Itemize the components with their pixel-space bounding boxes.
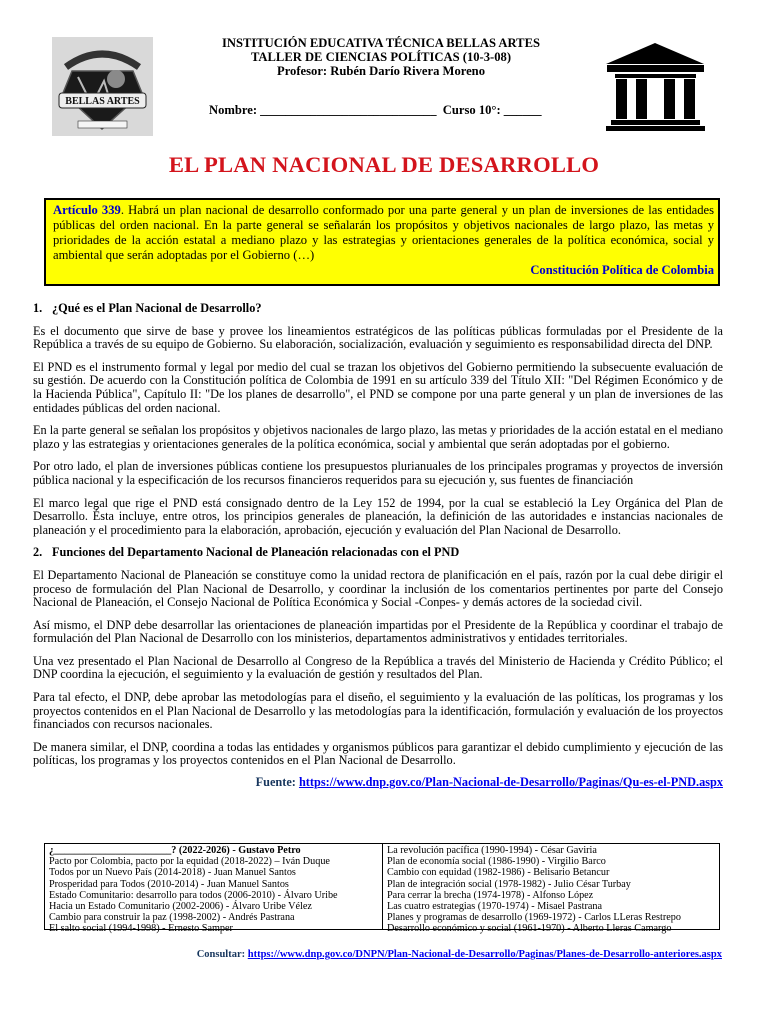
page-title: EL PLAN NACIONAL DE DESARROLLO xyxy=(168,152,600,177)
paragraph: El marco legal que rige el PND está consignado dentro de la Ley 152 de 1994, por la cual se estableció la Ley Orgánica del Plan de Desarrollo. Ésta incluye, entre otros, los principios generales de planeación, la definición de las autoridades e instancias nacionales de planeación y el procedimiento para la elaboración, aprobación, ejecución y evaluación del Plan Nacional de Desarrollo. xyxy=(33,495,723,537)
plan-item: Hacia un Estado Comunitario (2002-2006) - Álvaro Uribe Vélez xyxy=(49,901,312,913)
building-icon xyxy=(603,40,708,132)
section-2-heading: 2. Funciones del Departamento Nacional de Planeación relacionadas con el PND xyxy=(33,545,460,560)
development-plans-table xyxy=(44,843,720,935)
paragraph: Es el documento que sirve de base y provee los lineamientos estratégicos de las políticas públicas formuladas por el Presidente de la República a través de su equipo de Gobierno. Su elaboración, socialización, evaluación y seguimiento es responsabilidad directa del DNP. xyxy=(33,323,723,352)
article-label: Artículo 339 xyxy=(53,203,121,217)
plan-item: Desarrollo económico y social (1961-1970) - Alberto Lleras Camargo xyxy=(387,923,672,935)
plan-item: El salto social (1994-1998) - Ernesto Samper xyxy=(49,923,233,935)
consult-label: Consultar: xyxy=(196,949,246,960)
school-logo xyxy=(52,37,153,136)
plan-item: La revolución pacífica (1990-1994) - César Gaviria xyxy=(387,845,597,856)
paragraph: Para tal efecto, el DNP, debe aprobar las metodologías para el diseño, el seguimiento y la evaluación de las políticas, los programas y los proyectos contenidos en el Plan Nacional de Desarrollo y las metodologías para la identificación, formulación y evaluación de los proyectos financiados con recursos nacionales. xyxy=(33,690,723,732)
workshop-name: TALLER DE CIENCIAS POLÍTICAS (10-3-08) xyxy=(250,50,512,64)
school-header xyxy=(160,36,602,78)
article-text: . Habrá un plan nacional de desarrollo conformado por una parte general y un plan de inversiones de las entidades públicas del orden nacional. En la parte general se señalarán los propósitos y objetivos nacionales de largo plazo, las metas y prioridades de la acción estatal a mediano plazo y las estrategias y orientaciones generales de la política económica, social y ambiental que serán adoptadas por el Gobierno (…) xyxy=(53,203,714,262)
plan-item: Plan de economía social (1986-1990) - Virgilio Barco xyxy=(387,856,606,868)
plans-column-right xyxy=(383,844,719,935)
consult-link[interactable]: https://www.dnp.gov.co/DNPN/Plan-Nacional-de-Desarrollo/Paginas/Planes-de-Desarrollo-anteriores.aspx xyxy=(247,949,722,960)
institution-name: INSTITUCIÓN EDUCATIVA TÉCNICA BELLAS ARTES xyxy=(221,36,540,50)
logo-text: BELLAS ARTES xyxy=(65,96,140,107)
source-label: Fuente: xyxy=(255,775,296,790)
plan-item: Cambio con equidad (1982-1986) - Belisario Betancur xyxy=(387,867,610,879)
source-line xyxy=(33,776,723,790)
source-link[interactable]: https://www.dnp.gov.co/Plan-Nacional-de-Desarrollo/Paginas/Qu-es-el-PND.aspx xyxy=(298,775,723,790)
paragraph: De manera similar, el DNP, coordina a todas las entidades y organismos públicos para garantizar el debido cumplimiento y ejecución de las políticas, los programas y los proyectos contenidos en el Plan Nacional de Desarrollo. xyxy=(33,739,723,768)
plan-item: Estado Comunitario: desarrollo para todos (2006-2010) - Álvaro Uribe xyxy=(49,889,338,901)
plan-item: Pacto por Colombia, pacto por la equidad (2018-2022) – Iván Duque xyxy=(49,856,330,868)
plan-item: Prosperidad para Todos (2010-2014) - Juan Manuel Santos xyxy=(49,878,289,890)
plan-item: Las cuatro estrategias (1970-1974) - Misael Pastrana xyxy=(387,901,602,913)
plan-item: Planes y programas de desarrollo (1969-1972) - Carlos LLeras Restrepo xyxy=(387,912,681,924)
plans-column-left xyxy=(45,844,383,935)
document-body xyxy=(33,302,723,790)
paragraph: En la parte general se señalan los propósitos y objetivos nacionales de largo plazo, las metas y prioridades de la acción estatal en el mediano plazo y las estrategias y orientaciones generales de la política económica, social y ambiental que serán adoptadas por el gobierno. xyxy=(33,423,723,451)
name-course-line: Nombre: ____________________________ Curso 10°: ______ xyxy=(209,103,542,117)
paragraph: Una vez presentado el Plan Nacional de Desarrollo al Congreso de la República a través del Ministerio de Hacienda y Crédito Público; el DNP coordina la ejecución, el seguimiento y la evaluación de gestión y resultados del Plan. xyxy=(33,653,723,682)
article-source: Constitución Política de Colombia xyxy=(530,263,714,277)
article-quote-box xyxy=(44,198,720,286)
paragraph: El Departamento Nacional de Planeación se constituye como la unidad rectora de planificación en el país, razón por la cual debe dirigir el proceso de formulación del Plan Nacional de Desarrollo, y coordinar la inclusión de los comentarios pertinentes por parte del Consejo Nacional de Planeación, el Consejo Nacional de Política Económica y Social -Conpes- y demás actores de la sociedad civil. xyxy=(33,567,723,610)
paragraph: El PND es el instrumento formal y legal por medio del cual se trazan los objetivos del Gobierno permitiendo la subsecuente evaluación de su gestión. De acuerdo con la Constitución política de Colombia de 1991 en su artículo 339 del Título XII: "Del Régimen Económico y de la Hacienda Pública", Capítulo II: "De los planes de desarrollo", el PND se compone por una parte general y un plan de inversiones de las entidades públicas del orden nacional. xyxy=(33,359,723,415)
plan-item: Plan de integración social (1978-1982) - Julio César Turbay xyxy=(387,878,631,890)
section-1-heading: 1. ¿Qué es el Plan Nacional de Desarrollo? xyxy=(33,301,262,315)
teacher-name: Profesor: Rubén Darío Rivera Moreno xyxy=(277,64,485,78)
plan-item: ¿_______________________? (2022-2026) - Gustavo Petro xyxy=(49,845,301,856)
paragraph: Así mismo, el DNP debe desarrollar las orientaciones de planeación impartidas por el Presidente de la República y coordinar el trabajo de formulación del Plan Nacional de Desarrollo con los ministerios, departamentos administrativos y entidades territoriales. xyxy=(33,617,723,646)
paragraph: Por otro lado, el plan de inversiones públicas contiene los presupuestos plurianuales de los principales programas y proyectos de inversión pública nacional y la especificación de los recursos financieros requeridos para su ejecución y, sus fuentes de financiación xyxy=(33,459,723,487)
plan-item: Para cerrar la brecha (1974-1978) - Alfonso López xyxy=(387,889,594,901)
plan-item: Todos por un Nuevo País (2014-2018) - Juan Manuel Santos xyxy=(49,867,296,879)
plan-item: Cambio para construir la paz (1998-2002) - Andrés Pastrana xyxy=(49,912,295,924)
consult-line xyxy=(197,949,722,960)
